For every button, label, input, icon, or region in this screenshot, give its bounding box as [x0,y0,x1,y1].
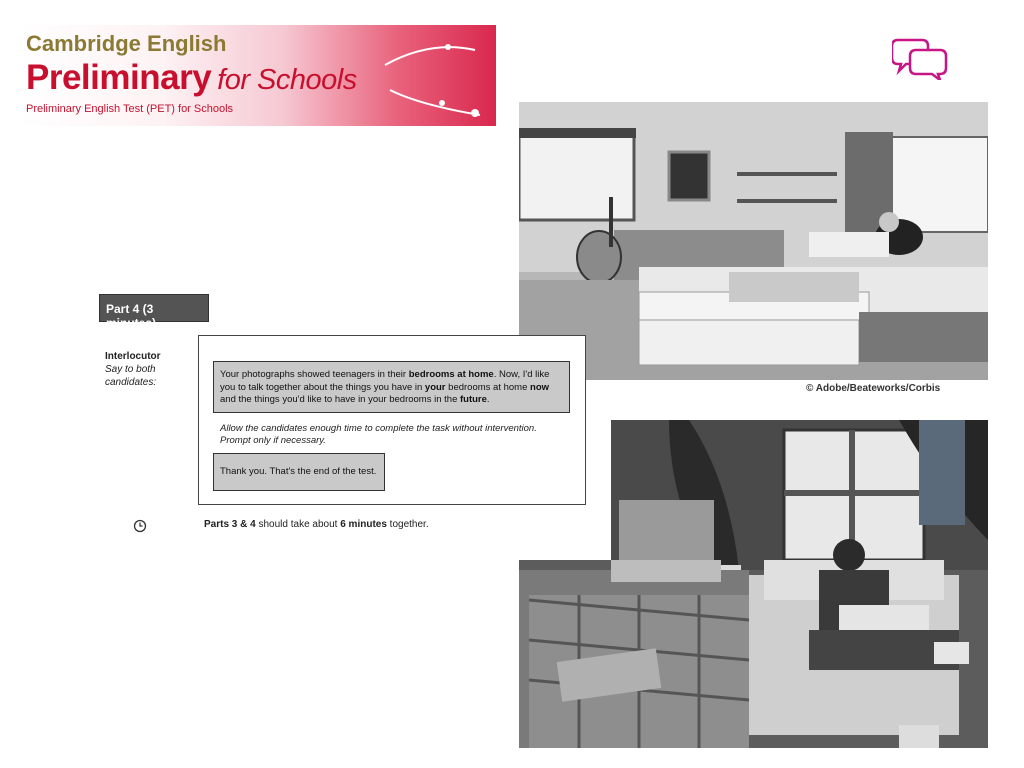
timing-note [204,519,429,530]
timing-text: together. [386,519,429,530]
bedroom-photo-girl [519,102,988,380]
interlocutor-block [105,350,185,389]
product-name [26,58,357,98]
interlocutor-instruction: Say to both candidates: [105,364,157,388]
prompt-text: and the things you'd like to have in your bedrooms in the [220,394,460,405]
prompt-emphasis: your [424,381,446,393]
header-banner [20,25,496,126]
prompt-emphasis: bedrooms at home [408,369,494,380]
banner-swoosh-decoration [380,35,490,125]
brand-name: Cambridge English [26,31,227,56]
examiner-instruction: Allow the candidates enough time to complete the task without intervention. Prompt only if necessary. [220,423,537,446]
timing-duration: 6 minutes [340,519,387,530]
part-label: Part 4 (3 minutes) [99,294,209,322]
timing-text: should take about [255,519,341,530]
speech-bubbles-icon [892,36,948,80]
closing-line: Thank you. That's the end of the test. [213,453,385,491]
prompt-text: bedrooms at home [445,381,531,393]
photo-credit: © Adobe/Beateworks/Corbis [806,383,941,394]
bedroom-photo-boy [519,420,988,748]
prompt-text: . [486,394,490,405]
prompt-text: Your photographs showed teenagers in their [220,369,409,380]
examiner-prompt [213,361,570,413]
prompt-text: . Now, I'd like you to talk together about the things you have in [220,369,550,393]
prompt-emphasis: now [530,381,550,393]
product-suffix: for Schools [217,64,357,96]
product-title: Preliminary [26,58,212,97]
bedroom-photo-girl-illustration [519,102,988,380]
clock-icon [133,519,147,533]
timing-parts: Parts 3 & 4 [204,519,256,530]
interlocutor-role: Interlocutor [105,351,161,362]
product-subtitle: Preliminary English Test (PET) for Schools [26,103,234,115]
prompt-emphasis: future [460,394,487,405]
